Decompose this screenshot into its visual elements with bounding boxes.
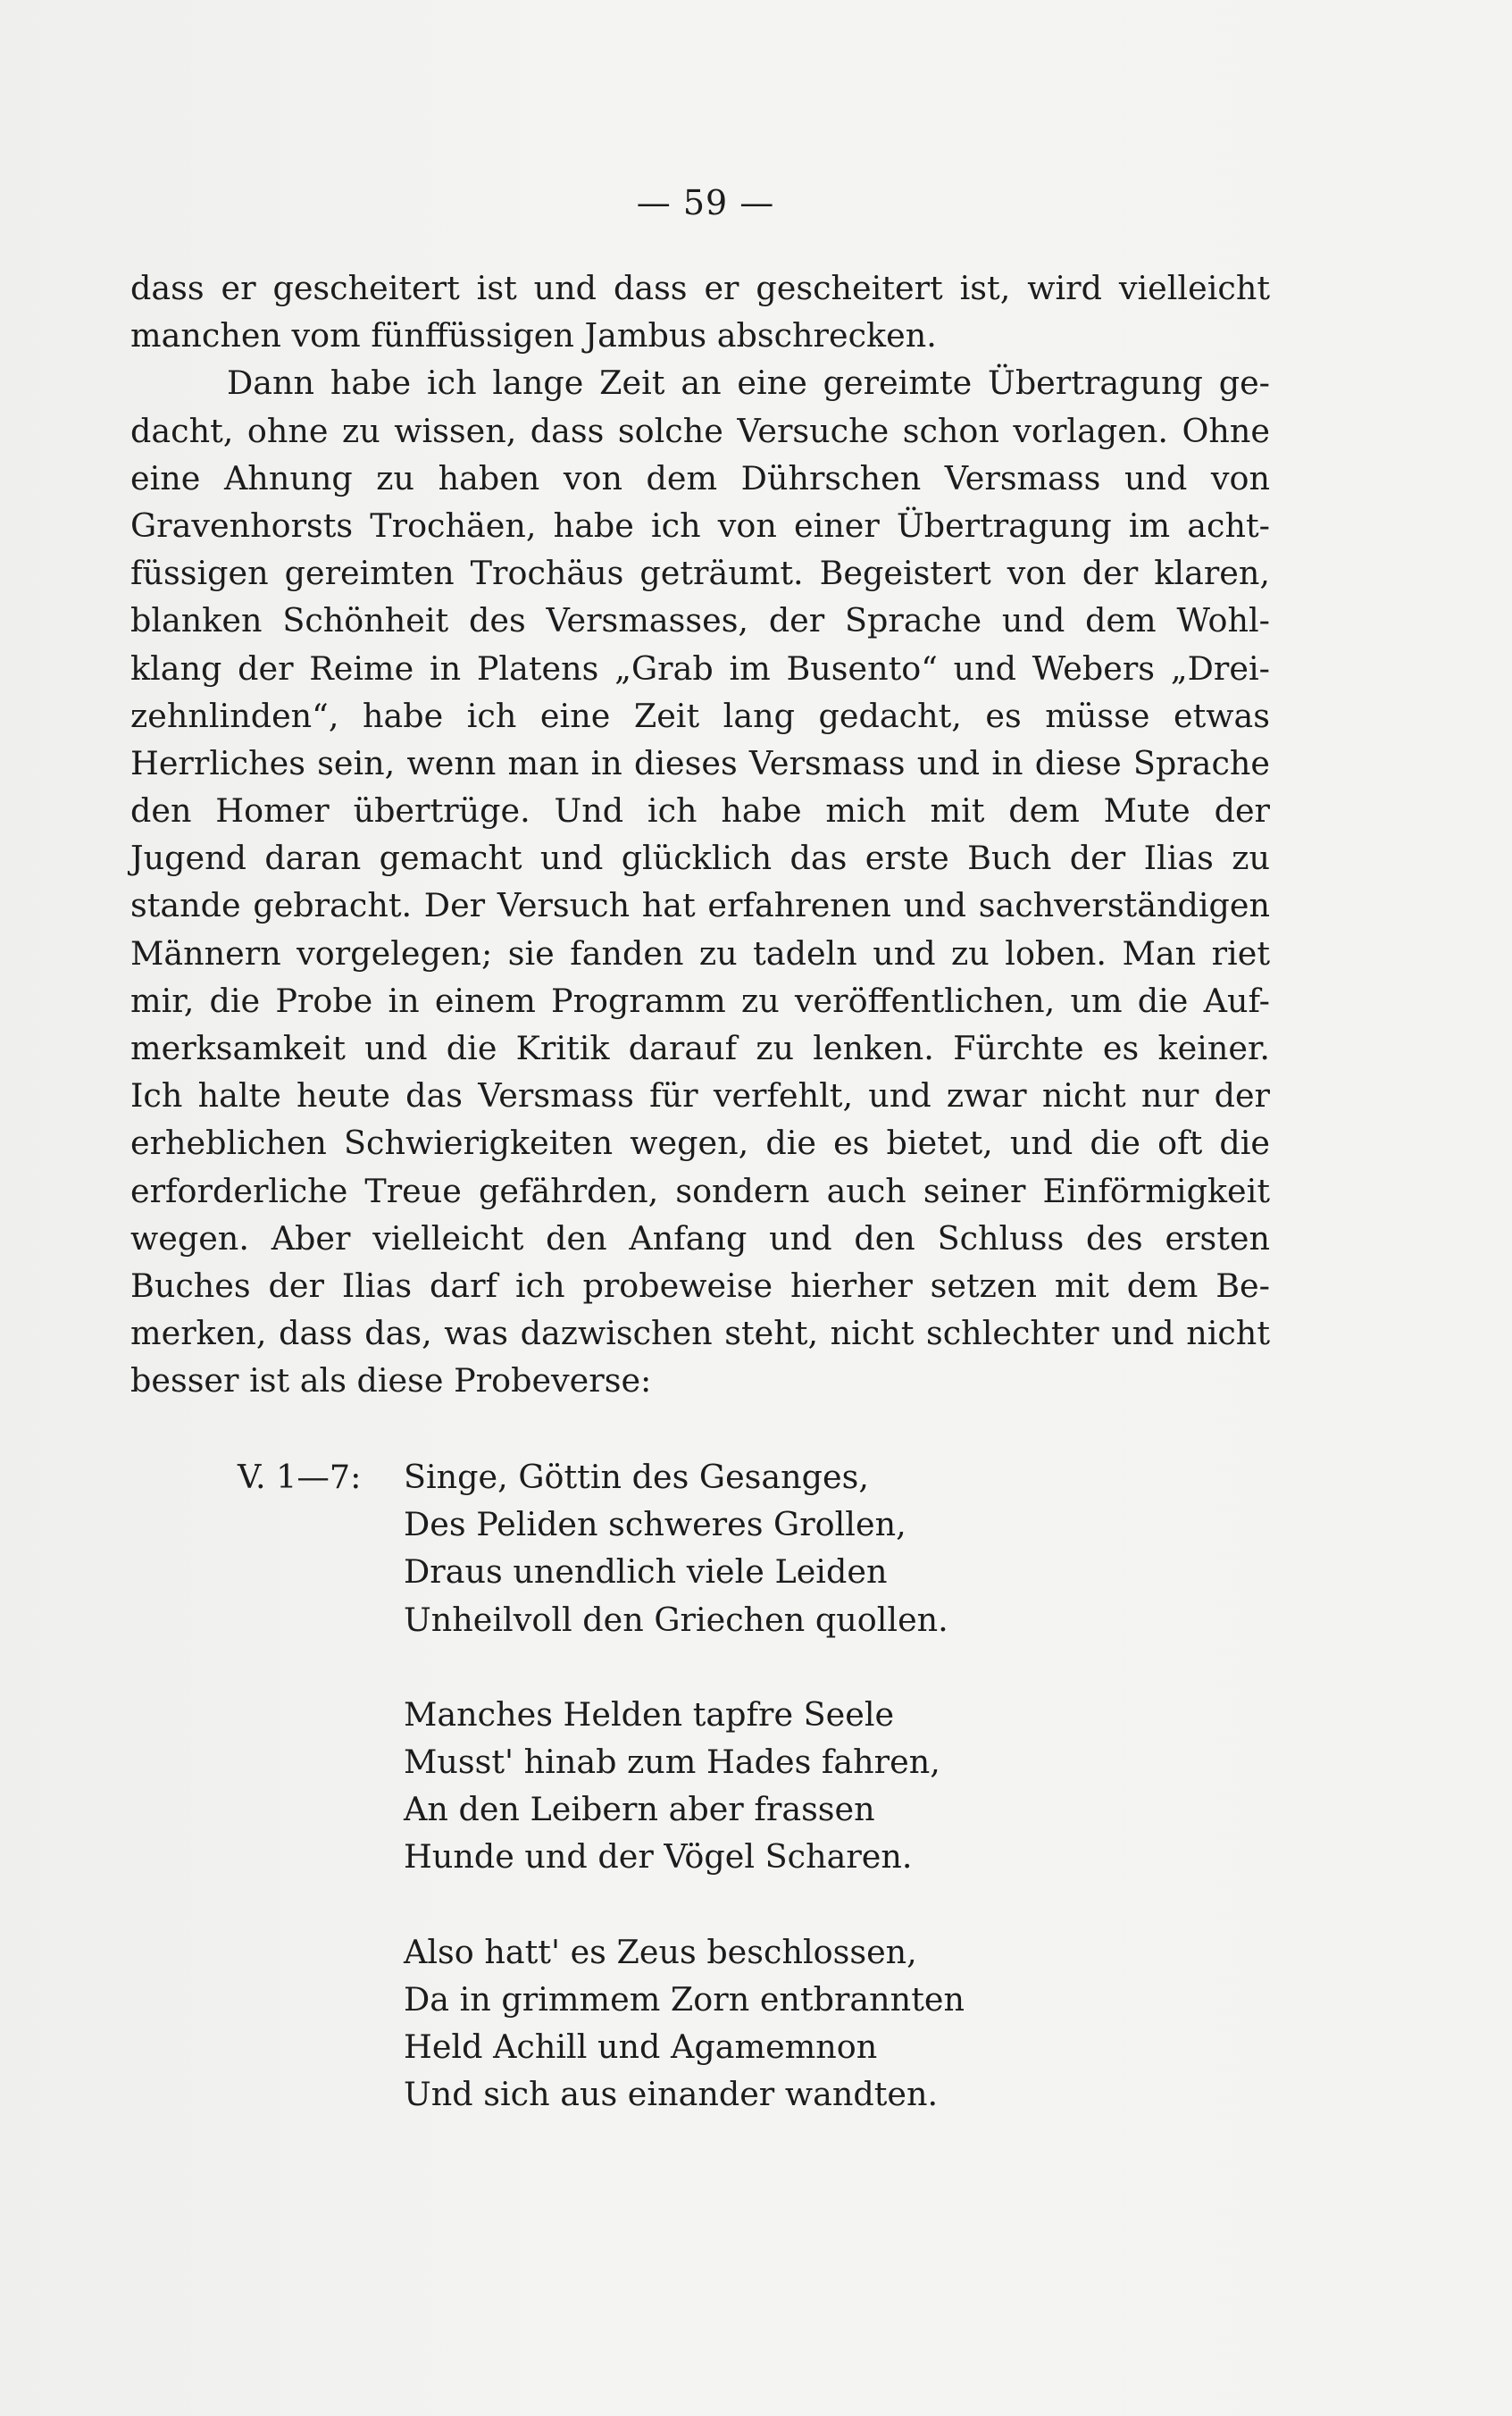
text-line: Herrliches sein, wenn man in dieses Versmass und in diese Sprache xyxy=(130,743,1270,782)
text-line: klang der Reime in Platens „Grab im Busento“ und Webers „Drei- xyxy=(130,648,1270,688)
text-line: Jugend daran gemacht und glücklich das erste Buch der Ilias zu xyxy=(130,839,1270,878)
stanza xyxy=(404,1453,1029,1643)
page-number: — 59 — xyxy=(636,183,775,222)
verse-line: An den Leibern aber frassen xyxy=(404,1790,875,1829)
text-line: wegen. Aber vielleicht den Anfang und den Schluss des ersten xyxy=(130,1218,1270,1258)
text-line: dass er gescheitert ist und dass er gescheitert ist, wird vielleicht xyxy=(130,269,1270,307)
text-line: dacht, ohne zu wissen, dass solche Versuche schon vorlagen. Ohne xyxy=(130,411,1270,450)
verse-line: Und sich aus einander wandten. xyxy=(404,2075,939,2114)
text-line: füssigen gereimten Trochäus geträumt. Begeistert von der klaren, xyxy=(130,554,1270,593)
verse-line: Des Peliden schweres Grollen, xyxy=(404,1505,906,1544)
text-line: Ich halte heute das Versmass für verfehlt, und zwar nicht nur der xyxy=(130,1076,1270,1116)
stanza xyxy=(404,1691,1029,1881)
text-line: den Homer übertrüge. Und ich habe mich mit dem Mute der xyxy=(130,791,1270,831)
verse-line: Unheilvoll den Griechen quollen. xyxy=(404,1600,948,1639)
verse-line: Musst' hinab zum Hades fahren, xyxy=(404,1742,940,1781)
text-line: merksamkeit und die Kritik darauf zu lenken. Fürchte es keiner. xyxy=(130,1029,1270,1067)
verse-line: Hunde und der Vögel Scharen. xyxy=(404,1837,913,1877)
text-line: eine Ahnung zu haben von dem Dührschen Versmass und von xyxy=(130,458,1270,497)
text-line: merken, dass das, was dazwischen steht, nicht schlechter und nicht xyxy=(130,1314,1270,1353)
verse-line: Also hatt' es Zeus beschlossen, xyxy=(404,1932,917,1971)
body-paragraphs xyxy=(130,264,1270,1405)
stanza xyxy=(404,1928,1029,2119)
text-line: erheblichen Schwierigkeiten wegen, die es bietet, und die oft die xyxy=(130,1124,1270,1163)
text-line: Dann habe ich lange Zeit an eine gereimte Übertragung ge- xyxy=(227,364,1270,403)
text-line: manchen vom fünffüssigen Jambus abschrecken. xyxy=(130,316,937,355)
verse-line: Singe, Göttin des Gesanges, xyxy=(404,1458,869,1496)
text-line: blanken Schönheit des Versmasses, der Sprache und dem Wohl- xyxy=(130,601,1270,640)
text-line: mir, die Probe in einem Programm zu veröffentlichen, um die Auf- xyxy=(130,981,1270,1020)
verse-reference-label: V. 1—7: xyxy=(238,1458,362,1496)
text-line: Männern vorgelegen; sie fanden zu tadeln und zu loben. Man riet xyxy=(130,933,1270,973)
verse-line: Manches Helden tapfre Seele xyxy=(404,1694,895,1734)
verse-line: Draus unendlich viele Leiden xyxy=(404,1552,888,1592)
text-line: Gravenhorsts Trochäen, habe ich von einer Übertragung im acht- xyxy=(130,506,1270,545)
verse-line: Da in grimmem Zorn entbrannten xyxy=(404,1979,965,2019)
text-line: zehnlinden“, habe ich eine Zeit lang gedacht, es müsse etwas xyxy=(130,696,1270,735)
text-line: stande gebracht. Der Versuch hat erfahrenen und sachverständigen xyxy=(130,886,1270,925)
text-line: Buches der Ilias darf ich probeweise hierher setzen mit dem Be- xyxy=(130,1266,1270,1305)
text-line: erforderliche Treue gefährden, sondern auch seiner Einförmigkeit xyxy=(130,1171,1270,1210)
text-line: besser ist als diese Probeverse: xyxy=(130,1361,652,1400)
verse-lines xyxy=(404,1453,1029,2165)
verse-line: Held Achill und Agamemnon xyxy=(404,2027,878,2066)
